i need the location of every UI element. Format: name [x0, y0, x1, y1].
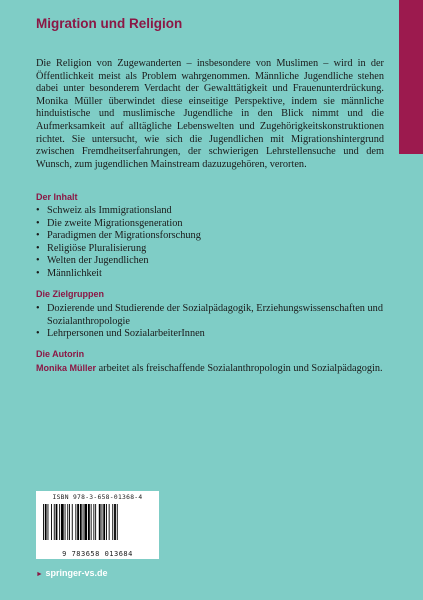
- barcode-bar: [65, 504, 66, 540]
- list-item: • Paradigmen der Migrationsforschung: [36, 230, 396, 243]
- author-bio: arbeitet als freischaffende Sozialanthropologin und Sozialpädagogin.: [96, 363, 383, 374]
- barcode-bar: [45, 504, 47, 540]
- barcode-bar: [88, 504, 90, 540]
- arrow-icon: ►: [36, 571, 43, 578]
- list-item: • Lehrpersonen und SozialarbeiterInnen: [36, 328, 396, 341]
- audience-heading: Die Zielgruppen: [36, 289, 105, 299]
- contents-list: [36, 205, 396, 281]
- barcode-bar: [102, 504, 103, 540]
- barcode-digits: 9 783658 013684: [62, 550, 133, 558]
- isbn-barcode: [36, 491, 159, 559]
- barcode-bar: [91, 504, 92, 540]
- author-paragraph: [36, 362, 384, 376]
- list-item: • Welten der Jugendlichen: [36, 255, 396, 268]
- back-cover-title: Migration und Religion: [36, 16, 183, 31]
- barcode-bar: [109, 504, 110, 540]
- list-item: • Die zweite Migrationsgeneration: [36, 218, 396, 231]
- list-item: • Religiöse Pluralisierung: [36, 243, 396, 256]
- author-heading: Die Autorin: [36, 349, 85, 359]
- publisher-url[interactable]: [36, 568, 107, 578]
- accent-bar: [399, 0, 423, 154]
- barcode-bar: [117, 504, 118, 540]
- barcode-bar: [43, 504, 44, 540]
- intro-paragraph: Die Religion von Zugewanderten – insbesondere von Muslimen – wird in der Öffentlichkeit meist als Problem wahrgenommen. Männliche Jugendliche stehen dabei unter besonderem Verdacht der Gewalttätigkeit und Frauenunterdrückung. Monika Müller überwindet diese einseitige Perspektive, indem sie männliche hinduistische und muslimische Jugendliche in den Blick nimmt und die Aufmerksamkeit auf alltägliche Lebenswelten und Zugehörigkeitskonstruktionen richtet. Sie untersucht, wie sich die Jugendlichen mit Migrationshintergrund zwischen Fremdheitserfahrungen, der schwierigen Lehrstellensuche und dem Wunsch, zum jugendlichen Mainstream dazuzugehören, verorten.: [36, 58, 384, 170]
- barcode-bar: [106, 504, 107, 540]
- contents-heading: Der Inhalt: [36, 192, 78, 202]
- barcode-bar: [80, 504, 82, 540]
- barcode-bar: [83, 504, 84, 540]
- barcode-bar: [77, 504, 79, 540]
- barcode-bar: [69, 504, 70, 540]
- barcode-bar: [75, 504, 76, 540]
- barcode-bars: [42, 504, 153, 548]
- barcode-bar: [99, 504, 101, 540]
- barcode-bar: [59, 504, 60, 540]
- barcode-bar: [114, 504, 116, 540]
- barcode-bar: [84, 504, 87, 540]
- list-item: • Schweiz als Immigrationsland: [36, 205, 396, 218]
- isbn-label: ISBN 978-3-658-01368-4: [52, 494, 143, 501]
- list-item: • Dozierende und Studierende der Sozialpädagogik, Erziehungswissenschaften und Sozialanthropologie: [36, 303, 396, 328]
- barcode-bar: [72, 504, 73, 540]
- barcode-bar: [48, 504, 49, 540]
- barcode-bar: [54, 504, 55, 540]
- author-name: Monika Müller: [36, 363, 97, 373]
- barcode-bar: [51, 504, 52, 540]
- publisher-url-text: springer-vs.de: [45, 568, 108, 578]
- barcode-bar: [103, 504, 105, 540]
- audience-list: [36, 303, 396, 341]
- barcode-bar: [67, 504, 68, 540]
- barcode-bar: [93, 504, 94, 540]
- list-item: • Männlichkeit: [36, 268, 396, 281]
- barcode-bar: [112, 504, 113, 540]
- barcode-bar: [95, 504, 96, 540]
- barcode-bar: [61, 504, 64, 540]
- barcode-bar: [56, 504, 58, 540]
